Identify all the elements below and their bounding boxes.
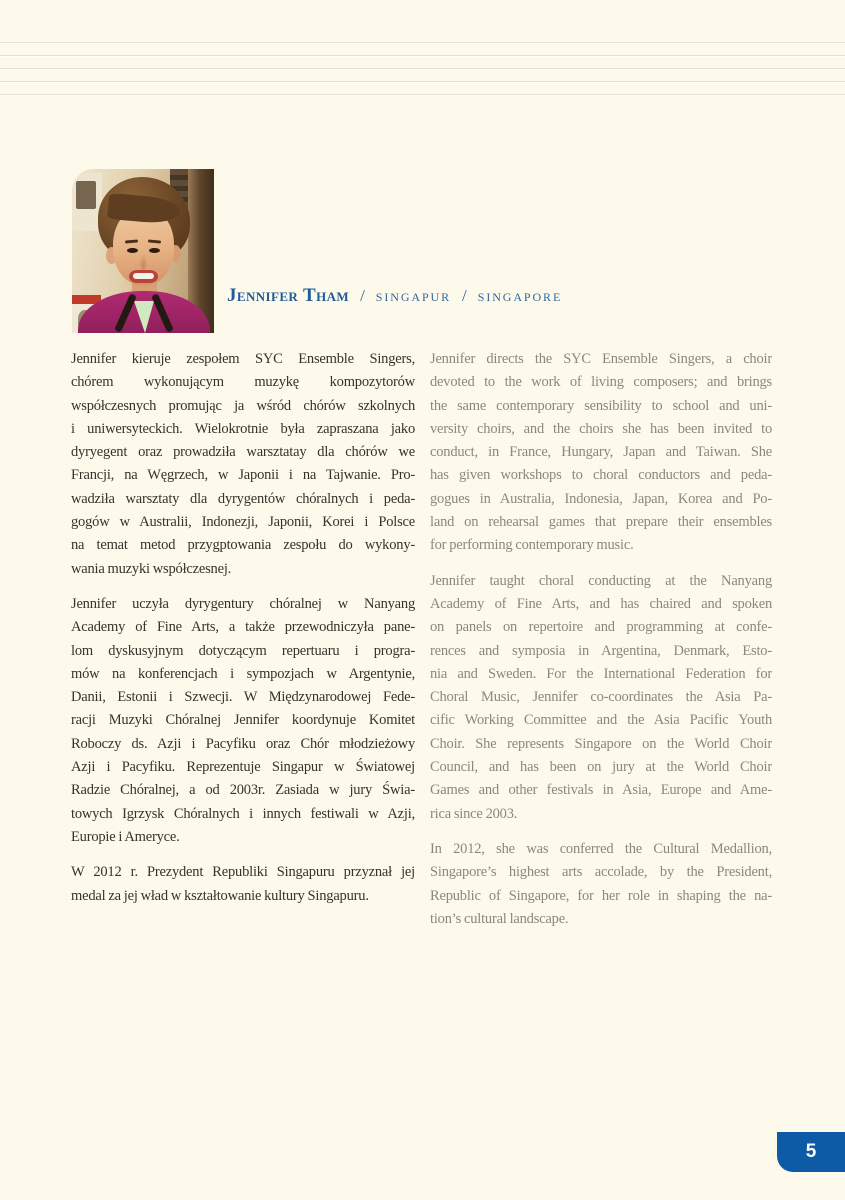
text-line: on panels on repertoire and programming at confe- [430, 619, 772, 636]
text-line: mów na konferencjach i sympozjach w Argentynie, [71, 665, 415, 682]
text-line: racji Muzyki Chóralnej Jennifer koordynuje Komitet [71, 712, 415, 729]
text-line: In 2012, she was conferred the Cultural Medallion, [430, 840, 772, 857]
text-line: land on rehearsal games that prepare their ensembles [430, 514, 772, 531]
text-line: wadziła warsztaty dla dyrygentów chóralnych i peda- [71, 490, 415, 507]
bio-paragraph [430, 838, 772, 931]
text-line: Academy of Fine Arts, a także przewodniczyła pane- [71, 619, 415, 636]
text-line: Jennifer kieruje zespołem SYC Ensemble Singers, [71, 351, 415, 367]
bio-column-english [430, 348, 772, 931]
bio-column-polish [71, 348, 415, 908]
text-line: versity choirs, and the choirs she has been invited to [430, 420, 772, 437]
text-line: Jennifer taught choral conducting at the Nanyang [430, 572, 772, 589]
country-polish: singapur [375, 286, 452, 305]
text-line: Jennifer directs the SYC Ensemble Singers, a choir [430, 351, 772, 367]
text-line: Choir. She represents Singapore on the World Choir [430, 735, 772, 752]
photo-eye [127, 248, 138, 253]
bio-paragraph [71, 593, 415, 849]
staff-line [0, 42, 845, 43]
text-line: medal za jej wład w kształtowanie kultury Singapuru. [71, 887, 369, 904]
person-name: Jennifer Tham [227, 285, 350, 306]
text-line: gogów w Australii, Indonezji, Japonii, Korei i Polsce [71, 514, 415, 531]
text-line: devoted to the work of living composers; and brings [430, 374, 772, 391]
text-line: gogues in Australia, Indonesia, Japan, Korea and Po- [430, 490, 772, 507]
page-number: 5 [805, 1141, 817, 1162]
text-line: chórem wykonującym muzykę kompozytorów [71, 374, 415, 391]
text-line: for performing contemporary music. [430, 537, 634, 554]
text-line: Azji i Pacyfiku. Reprezentuje Singapur w Światowej [71, 759, 415, 776]
text-line: Choral Music, Jennifer co-coordinates the Asia Pa- [430, 689, 772, 706]
text-line: has given workshops to choral conductors and peda- [430, 467, 772, 484]
staff-line [0, 81, 845, 82]
text-line: Jennifer uczyła dyrygentury chóralnej w Nanyang [71, 595, 415, 612]
text-line: Singapore’s highest arts accolade, by the President, [430, 864, 772, 881]
text-line: Danii, Estonii i Szwecji. W Międzynarodowej Fede- [71, 689, 415, 706]
text-line: wania muzyki współczesnej. [71, 560, 232, 577]
text-line: the same contemporary sensibility to school and uni- [430, 397, 772, 414]
photo-teeth [133, 273, 154, 279]
bio-paragraph [430, 348, 772, 558]
text-line: W 2012 r. Prezydent Republiki Singapuru przyznał jej [71, 864, 415, 881]
text-line: towych Igrzysk Chóralnych i innych festiwali w Azji, [71, 805, 415, 822]
text-line: Academy of Fine Arts, and has chaired and spoken [430, 595, 772, 612]
text-line: Francji, na Węgrzech, w Japonii i na Tajwanie. Pro- [71, 467, 415, 484]
bio-paragraph [430, 570, 772, 826]
text-line: Europie i Ameryce. [71, 828, 180, 845]
text-line: współczesnych promując ja wśród chórów szkolnych [71, 397, 415, 414]
text-line: conduct, in France, Hungary, Japan and Taiwan. She [430, 444, 772, 461]
text-line: rica since 2003. [430, 805, 518, 822]
text-line: Republic of Singapore, for her role in shaping the na- [430, 887, 772, 904]
text-line: Roboczy ds. Azji i Pacyfiku oraz Chór młodzieżowy [71, 735, 415, 752]
photo-nose [139, 254, 148, 270]
staff-line [0, 55, 845, 56]
page-number-tab [777, 1132, 845, 1172]
photo-eye [149, 248, 160, 253]
text-line: dyryegent oraz prowadziła warsztatay dla chórów we [71, 444, 415, 461]
text-line: i uniwersyteckich. Wielokrotnie była zapraszana jako [71, 420, 415, 437]
text-line: cific Working Committee and the Asia Pacific Youth [430, 712, 772, 729]
separator-slash: / [360, 286, 365, 305]
text-line: Radzie Chóralnej, a od 2003r. Zasiada w jury Świa- [71, 782, 415, 799]
text-line: Games and other festivals in Asia, Europe and Ame- [430, 782, 772, 799]
photo-poster-frame [76, 181, 96, 209]
text-line: lom dyskusyjnym dotyczącym repertuaru i progra- [71, 642, 415, 659]
page-title [227, 272, 562, 309]
text-line: nia and Sweden. For the International Federation for [430, 665, 772, 682]
country-english: singapore [477, 286, 563, 305]
bio-paragraph [71, 348, 415, 581]
staff-line [0, 94, 845, 95]
portrait-photo [72, 169, 214, 333]
separator-slash: / [462, 286, 467, 305]
text-line: tion’s cultural landscape. [430, 910, 569, 927]
text-line: na temat metod przygptowania zespołu do wykony- [71, 537, 415, 554]
bio-paragraph [71, 861, 415, 908]
text-line: rences and symposia in Argentina, Denmark, Esto- [430, 642, 772, 659]
text-line: Council, and has been on jury at the World Choir [430, 759, 772, 776]
staff-line [0, 68, 845, 69]
